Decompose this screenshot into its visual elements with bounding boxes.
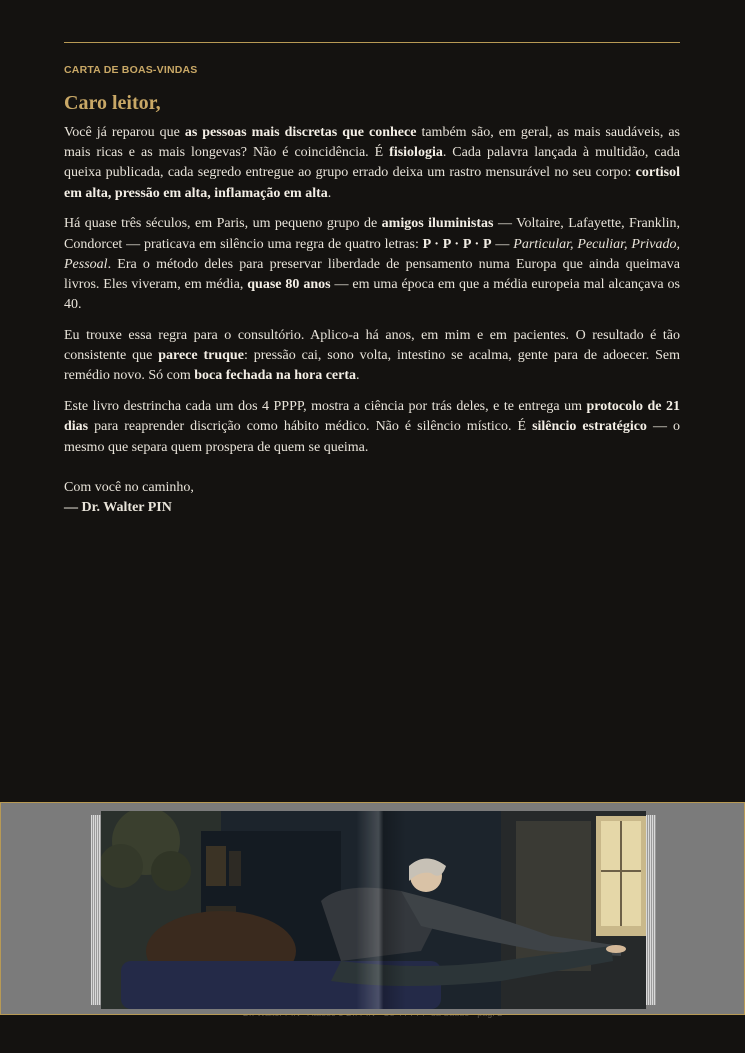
text-run: Este livro destrincha cada um dos 4 PPPP, mostra a ciência por trás deles, e te entrega um: [64, 399, 587, 415]
signoff: [64, 478, 680, 518]
italic-run: Particular, Peculiar, Privado, Pessoal: [64, 236, 680, 272]
top-rule: [64, 42, 680, 43]
text-run: .: [356, 368, 360, 384]
text-run: —: [491, 236, 514, 252]
text-run: — em uma época em que a média europeia mal alcançava os 40.: [64, 277, 680, 313]
bold-run: as pessoas mais discretas que conhece: [184, 125, 417, 140]
book-photo: [101, 811, 646, 1009]
bold-run: fisiologia: [389, 145, 443, 161]
open-book-illustration: [91, 811, 656, 1009]
paragraph-4: [64, 397, 680, 458]
paragraph-3: [64, 326, 680, 387]
bold-run: P · P · P · P: [422, 236, 492, 252]
bold-run: quase 80 anos: [247, 277, 331, 293]
text-run: — Voltaire, Lafayette, Franklin, Condorcet — praticava em silêncio uma regra de quatro letras:: [64, 216, 680, 252]
bold-run: parece truque: [158, 348, 244, 364]
text-run: .: [327, 185, 332, 201]
book-page-edge-left: [91, 815, 101, 1005]
section-eyebrow: CARTA DE BOAS-VINDAS: [64, 64, 198, 76]
text-run: Eu trouxe essa regra para o consultório. Aplico-a há anos, em mim e em pacientes. O resultado é tão consistente que: [64, 328, 680, 364]
book-page-edge-right: [646, 815, 656, 1005]
bold-run: boca fechada na hora certa: [194, 368, 357, 384]
letter-body: [64, 123, 680, 529]
image-viewer-panel: [0, 802, 745, 1015]
bold-run: amigos iluministas: [381, 216, 494, 232]
text-run: — o mesmo que separa quem prospera de quem se queima.: [64, 419, 680, 455]
signature: — Dr. Walter PIN: [64, 500, 172, 516]
closing-line: Com você no caminho,: [64, 479, 194, 495]
text-run: . Cada palavra lançada à multidão, cada queixa publicada, cada segredo entregue ao grupo errado deixa um rastro mensurável no seu corpo:: [64, 145, 680, 181]
greeting-heading: Caro leitor,: [64, 92, 161, 114]
bold-run: silêncio estratégico: [532, 419, 647, 435]
bold-run: cortisol em alta, pressão em alta, inflamação em alta: [64, 165, 680, 201]
text-run: Há quase três séculos, em Paris, um pequeno grupo de: [64, 216, 382, 232]
text-run: . Era o método deles para preservar liberdade de pensamento numa Europa que ainda queimava livros. Eles viveram, em média,: [64, 256, 680, 293]
bold-run: protocolo de 21 dias: [64, 399, 680, 435]
text-run: : pressão cai, sono volta, intestino se acalma, gente para de adoecer. Sem remédio novo. Só com: [64, 348, 680, 384]
text-run: também são, em geral, as mais saudáveis, as mais ricas e as mais longevas? Não é coincidência. É: [64, 125, 680, 161]
paragraph-2: [64, 214, 680, 315]
text-run: Você já reparou que: [64, 125, 185, 140]
text-run: para reaprender discrição como hábito médico. Não é silêncio místico. É: [88, 419, 533, 435]
book-spine-shading: [356, 811, 406, 1009]
paragraph-1: [64, 123, 680, 204]
